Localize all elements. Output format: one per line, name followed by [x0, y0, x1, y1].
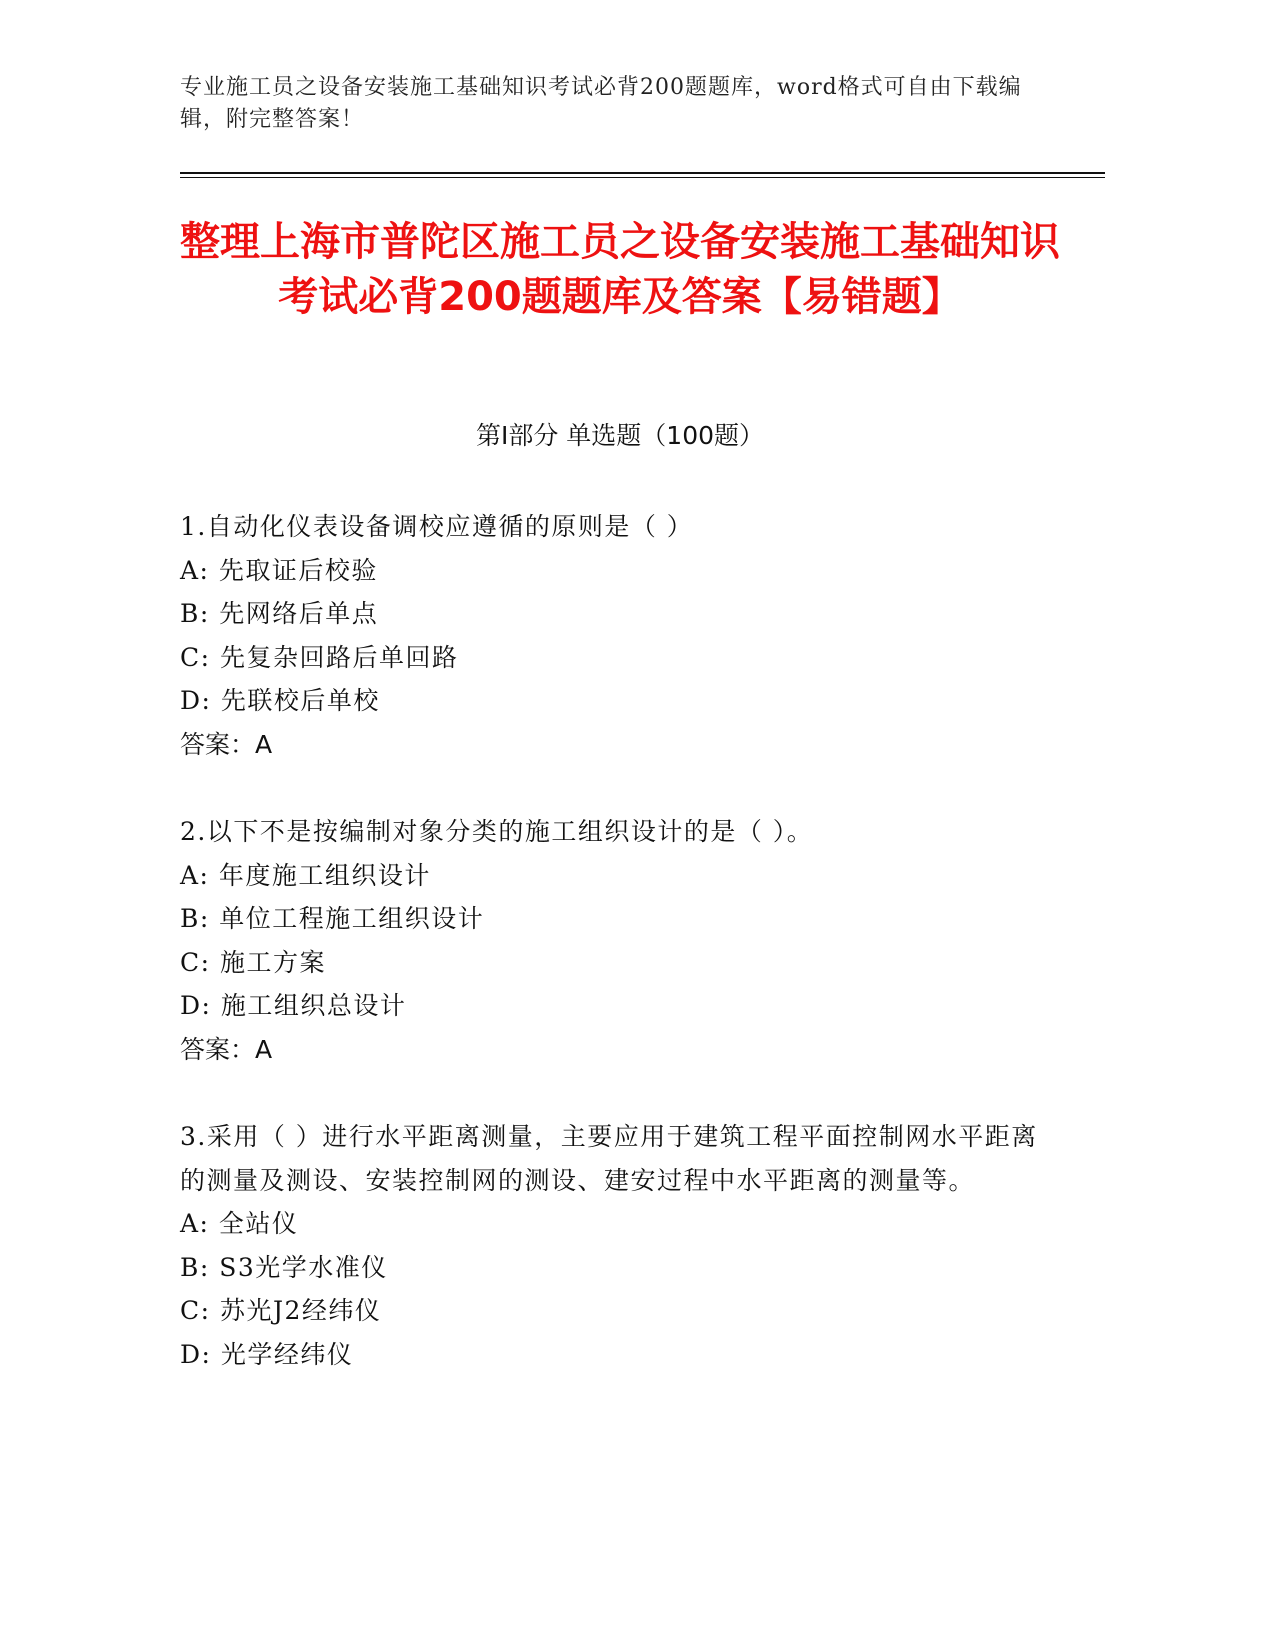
option-d: D: 光学经纬仪: [180, 1339, 354, 1369]
option-d: D: 施工组织总设计: [180, 991, 407, 1020]
option-c: C: 苏光J2经纬仪: [180, 1296, 382, 1325]
option-a: A: 全站仪: [180, 1209, 299, 1238]
option-c: C: 施工方案: [180, 947, 326, 977]
answer-line: 答案：A: [180, 1034, 273, 1064]
option-b: B: 先网络后单点: [180, 599, 379, 628]
header-note: 专业施工员之设备安装施工基础知识考试必背200题题库，word格式可自由下载编辑，附完整答案！: [180, 75, 1022, 132]
question-3: [180, 1115, 1050, 1376]
option-a: A: 先取证后校验: [180, 555, 378, 585]
section-title: 第I部分 单选题（100题）: [475, 421, 765, 450]
question-1: [180, 505, 1050, 766]
option-b: B: S3光学水准仪: [180, 1252, 388, 1282]
answer-line: 答案：A: [180, 729, 273, 759]
question-stem: 2.以下不是按编制对象分类的施工组织设计的是（ ）。: [180, 817, 814, 846]
option-c: C: 先复杂回路后单回路: [180, 642, 459, 672]
header-divider-thin: [180, 177, 1105, 178]
question-2: [180, 810, 1050, 1071]
option-d: D: 先联校后单校: [180, 686, 380, 715]
document-title: 整理上海市普陀区施工员之设备安装施工基础知识考试必背200题题库及答案【易错题】: [180, 219, 1060, 320]
header-divider-thick: [180, 172, 1105, 174]
question-list: [180, 505, 1050, 1420]
question-stem: 1.自动化仪表设备调校应遵循的原则是（ ）: [180, 512, 694, 541]
question-stem: 3.采用（ ）进行水平距离测量，主要应用于建筑工程平面控制网水平距离的测量及测设、安装控制网的测设、建安过程中水平距离的测量等。: [180, 1122, 1038, 1195]
option-b: B: 单位工程施工组织设计: [180, 904, 485, 933]
option-a: A: 年度施工组织设计: [180, 860, 431, 890]
